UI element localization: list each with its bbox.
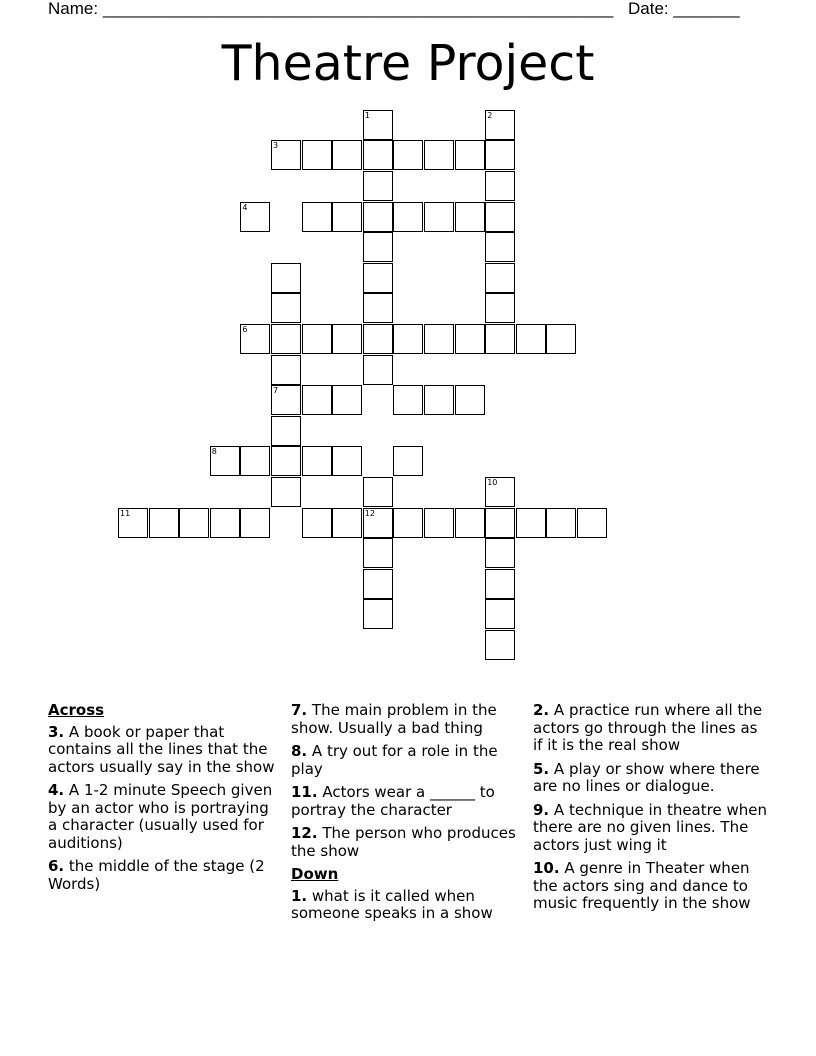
- grid-cell[interactable]: [332, 202, 362, 232]
- grid-cell[interactable]: [516, 508, 546, 538]
- grid-cell[interactable]: [424, 140, 454, 170]
- grid-cell[interactable]: [485, 110, 515, 140]
- page-title: Theatre Project: [221, 35, 595, 92]
- clue-number: 10: [487, 478, 498, 487]
- grid-cell[interactable]: [240, 324, 270, 354]
- grid-cell[interactable]: [393, 446, 423, 476]
- grid-cell[interactable]: [271, 446, 301, 476]
- clue-number: 12: [364, 508, 375, 518]
- clues-column-2: [291, 702, 523, 929]
- grid-cell[interactable]: [393, 202, 423, 232]
- grid-cell[interactable]: [302, 324, 332, 354]
- clues-column-1: [48, 702, 280, 899]
- clue-down-9: 9. A technique in theatre when there are no given lines. The actors just wing it: [533, 800, 767, 854]
- grid-cell[interactable]: [302, 508, 332, 538]
- grid-cell[interactable]: [240, 446, 270, 476]
- grid-cell[interactable]: [363, 263, 393, 293]
- clue-number: 11: [120, 508, 131, 518]
- clue-number: 6: [242, 325, 248, 334]
- clue-across-12: 12. The person who produces the show: [291, 824, 516, 860]
- grid-cell[interactable]: [485, 599, 515, 629]
- clue-across-7: 7. The main problem in the show. Usually a bad thing: [291, 701, 497, 737]
- clue-number: 4: [242, 202, 248, 212]
- grid-cell[interactable]: [393, 140, 423, 170]
- grid-cell[interactable]: [393, 324, 423, 354]
- grid-cell[interactable]: [485, 202, 515, 232]
- clue-number: 8: [211, 447, 217, 457]
- grid-cell[interactable]: [363, 293, 393, 323]
- grid-cell[interactable]: [118, 508, 148, 538]
- grid-cell[interactable]: [485, 538, 515, 568]
- grid-cell[interactable]: [455, 324, 485, 354]
- grid-cell[interactable]: [577, 508, 607, 538]
- grid-cell[interactable]: [302, 385, 332, 415]
- grid-cell[interactable]: [485, 232, 515, 262]
- grid-cell[interactable]: [455, 202, 485, 232]
- clue-down-1: 1. what is it called when someone speaks in a show: [291, 886, 493, 922]
- grid-cell[interactable]: [332, 385, 362, 415]
- clue-number: 1: [364, 110, 370, 120]
- down-heading: Down: [291, 865, 339, 883]
- grid-cell[interactable]: [485, 140, 515, 170]
- grid-cell[interactable]: [210, 446, 240, 476]
- grid-cell[interactable]: [240, 508, 270, 538]
- grid-cell[interactable]: [363, 110, 393, 140]
- grid-cell[interactable]: [271, 293, 301, 323]
- grid-cell[interactable]: [485, 569, 515, 599]
- grid-cell[interactable]: [516, 324, 546, 354]
- grid-cell[interactable]: [546, 508, 576, 538]
- grid-cell[interactable]: [332, 140, 362, 170]
- grid-cell[interactable]: [485, 508, 515, 538]
- grid-cell[interactable]: [546, 324, 576, 354]
- clue-number: 2: [487, 110, 493, 120]
- grid-cell[interactable]: [485, 477, 515, 507]
- grid-cell[interactable]: [363, 569, 393, 599]
- grid-cell[interactable]: [271, 355, 301, 385]
- name-label: Name:: [48, 0, 99, 18]
- grid-cell[interactable]: [363, 508, 393, 538]
- grid-cell[interactable]: [332, 324, 362, 354]
- grid-cell[interactable]: [363, 324, 393, 354]
- grid-cell[interactable]: [393, 385, 423, 415]
- grid-cell[interactable]: [149, 508, 179, 538]
- grid-cell[interactable]: [485, 293, 515, 323]
- name-blank: ______________________________________________________: [102, 0, 614, 18]
- grid-cell[interactable]: [455, 385, 485, 415]
- clues-column-3: [533, 702, 769, 919]
- date-blank: _______: [673, 0, 740, 18]
- grid-cell[interactable]: [271, 416, 301, 446]
- grid-cell[interactable]: [485, 171, 515, 201]
- grid-cell[interactable]: [485, 324, 515, 354]
- grid-cell[interactable]: [271, 263, 301, 293]
- grid-cell[interactable]: [424, 385, 454, 415]
- grid-cell[interactable]: [363, 232, 393, 262]
- grid-cell[interactable]: [240, 202, 270, 232]
- grid-cell[interactable]: [271, 385, 301, 415]
- grid-cell[interactable]: [302, 202, 332, 232]
- grid-cell[interactable]: [179, 508, 209, 538]
- grid-cell[interactable]: [455, 508, 485, 538]
- clue-across-6: 6. the middle of the stage (2 Words): [48, 857, 265, 893]
- grid-cell[interactable]: [332, 508, 362, 538]
- grid-cell[interactable]: [363, 477, 393, 507]
- grid-cell[interactable]: [332, 446, 362, 476]
- grid-cell[interactable]: [424, 508, 454, 538]
- grid-cell[interactable]: [424, 202, 454, 232]
- clue-down-10: 10. A genre in Theater when the actors sing and dance to music frequently in the show: [533, 859, 751, 912]
- grid-cell[interactable]: [485, 263, 515, 293]
- grid-cell[interactable]: [271, 477, 301, 507]
- grid-cell[interactable]: [363, 202, 393, 232]
- clue-down-2: 2. A practice run where all the actors go through the lines as if it is the real show: [533, 701, 763, 754]
- grid-cell[interactable]: [210, 508, 240, 538]
- date-label: Date:: [628, 0, 669, 18]
- grid-cell[interactable]: [271, 140, 301, 170]
- clue-across-3: 3. A book or paper that contains all the lines that the actors usually say in the show: [48, 722, 275, 776]
- grid-cell[interactable]: [363, 599, 393, 629]
- grid-cell[interactable]: [363, 538, 393, 568]
- grid-cell[interactable]: [363, 355, 393, 385]
- clue-across-4: 4. A 1-2 minute Speech given by an actor who is portraying a character (usually used for auditions): [48, 781, 273, 852]
- grid-cell[interactable]: [424, 324, 454, 354]
- grid-cell[interactable]: [393, 508, 423, 538]
- clue-number: 3: [273, 141, 279, 151]
- grid-cell[interactable]: [271, 324, 301, 354]
- grid-cell[interactable]: [302, 446, 332, 476]
- grid-cell[interactable]: [455, 140, 485, 170]
- clue-across-11: 11. Actors wear a ______ to portray the character: [291, 783, 495, 819]
- clue-across-8: 8. A try out for a role in the play: [291, 742, 498, 778]
- grid-cell[interactable]: [363, 140, 393, 170]
- grid-cell[interactable]: [485, 630, 515, 660]
- clue-number: 7: [273, 386, 279, 396]
- across-heading: Across: [48, 701, 105, 719]
- grid-cell[interactable]: [302, 140, 332, 170]
- grid-cell[interactable]: [363, 171, 393, 201]
- clue-down-5: 5. A play or show where there are no lines or dialogue.: [533, 759, 760, 795]
